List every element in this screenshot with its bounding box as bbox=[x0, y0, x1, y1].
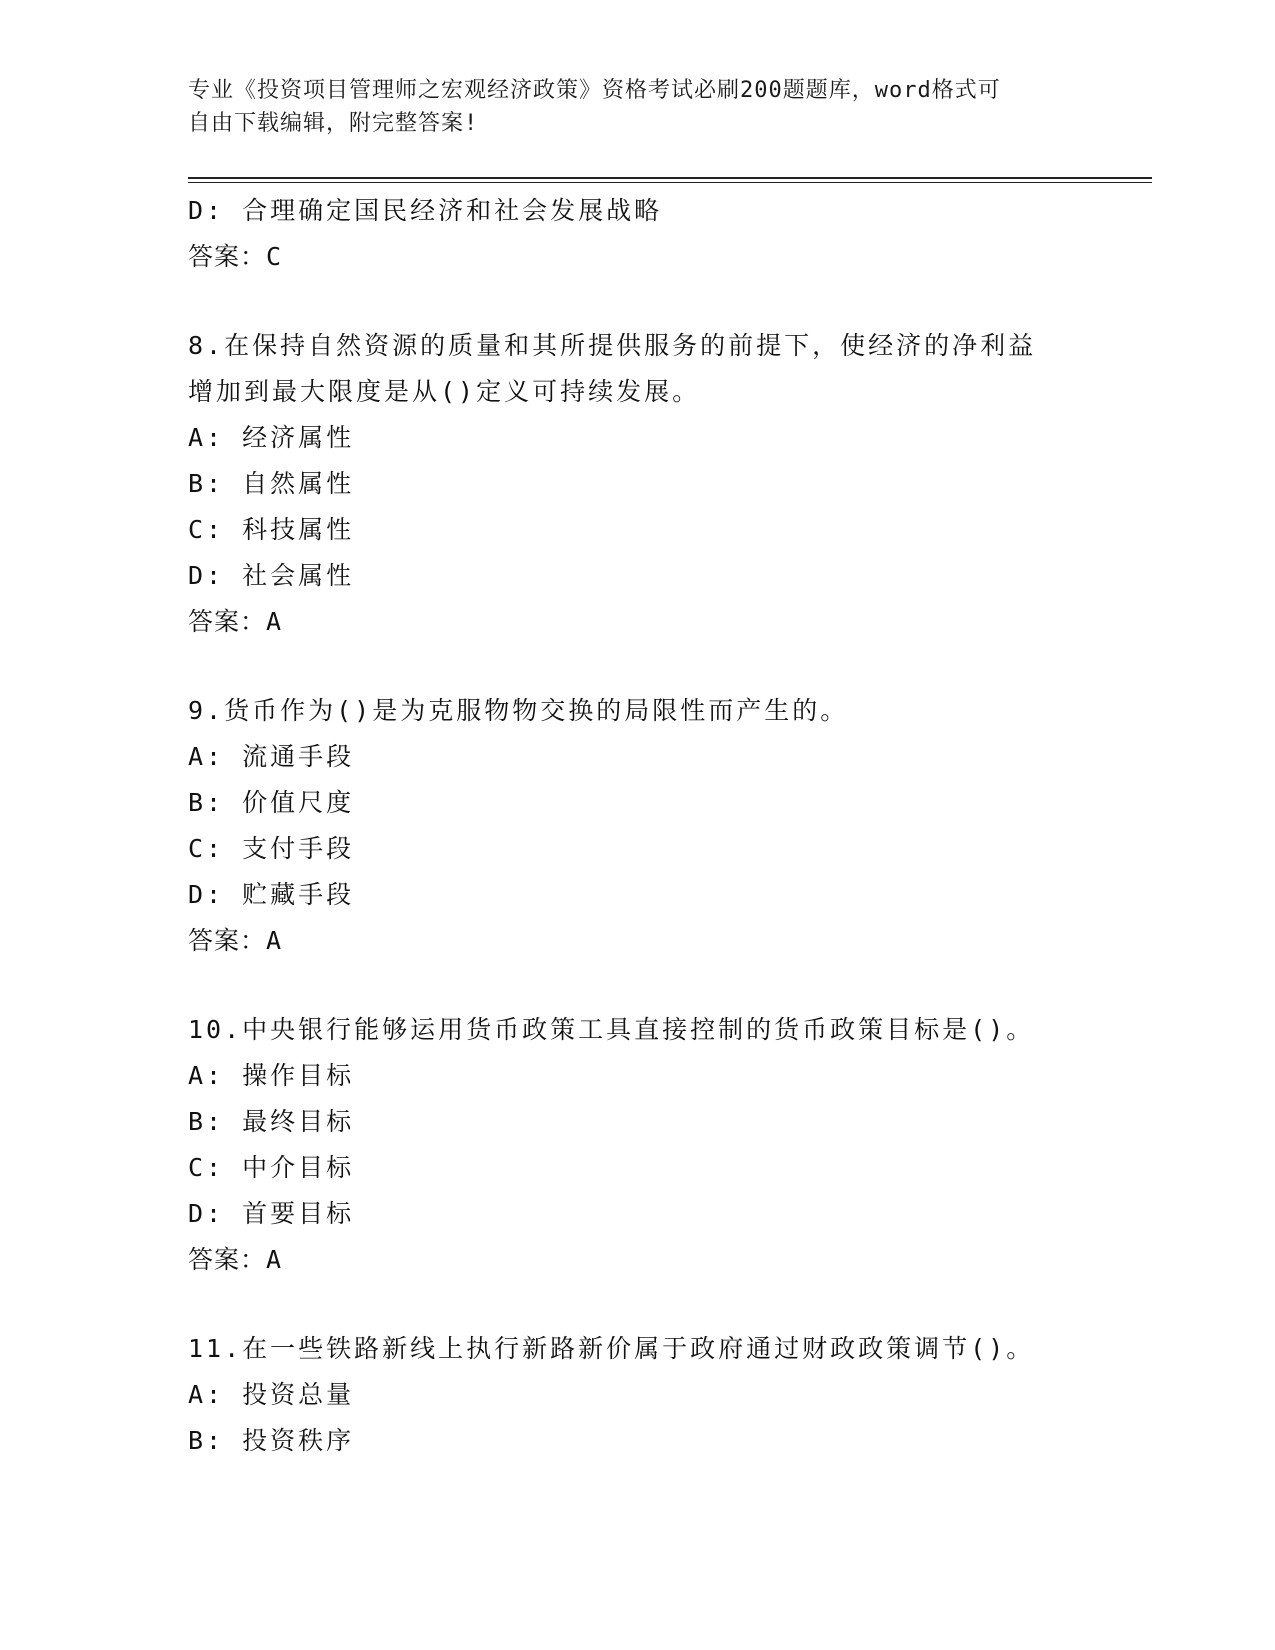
question-8 bbox=[188, 323, 1088, 645]
header-divider-thin bbox=[188, 182, 1152, 183]
question-stem-line: 11.在一些铁路新线上执行新路新价属于政府通过财政政策调节()。 bbox=[188, 1334, 1035, 1363]
option-c: C: 科技属性 bbox=[188, 515, 355, 544]
header-divider-thick bbox=[188, 177, 1152, 179]
answer-label: 答案： bbox=[188, 242, 267, 271]
answer-label: 答案： bbox=[188, 1245, 267, 1274]
question-9 bbox=[188, 688, 1088, 964]
answer-line bbox=[188, 234, 1088, 280]
question-11 bbox=[188, 1326, 1088, 1464]
option-d: D: 社会属性 bbox=[188, 561, 355, 590]
spacer bbox=[188, 964, 1088, 1007]
option-a: A: 投资总量 bbox=[188, 1380, 355, 1409]
question-7-fragment bbox=[188, 188, 1088, 280]
answer-value: C bbox=[266, 242, 283, 271]
question-stem-line: 10.中央银行能够运用货币政策工具直接控制的货币政策目标是()。 bbox=[188, 1015, 1035, 1044]
answer-value: A bbox=[266, 1245, 283, 1274]
option-a: A: 流通手段 bbox=[188, 742, 355, 771]
option-b: B: 投资秩序 bbox=[188, 1426, 355, 1455]
spacer bbox=[188, 645, 1088, 688]
answer-label: 答案： bbox=[188, 607, 267, 636]
answer-line bbox=[188, 1237, 1088, 1283]
spacer bbox=[188, 280, 1088, 323]
question-stem-line: 增加到最大限度是从()定义可持续发展。 bbox=[188, 377, 701, 406]
option-b: B: 最终目标 bbox=[188, 1107, 355, 1136]
question-stem-line: 8.在保持自然资源的质量和其所提供服务的前提下，使经济的净利益 bbox=[188, 331, 1037, 360]
option-a: A: 操作目标 bbox=[188, 1061, 355, 1090]
option-b: B: 价值尺度 bbox=[188, 788, 355, 817]
option-d: D: 首要目标 bbox=[188, 1199, 355, 1228]
option-b: B: 自然属性 bbox=[188, 469, 355, 498]
spacer bbox=[188, 1283, 1088, 1326]
header-line-2: 自由下载编辑，附完整答案! bbox=[188, 111, 479, 136]
answer-line bbox=[188, 918, 1088, 964]
header-line-1: 专业《投资项目管理师之宏观经济政策》资格考试必刷200题题库，word格式可 bbox=[188, 78, 1001, 103]
option-d: D: 合理确定国民经济和社会发展战略 bbox=[188, 196, 663, 225]
question-list bbox=[188, 188, 1088, 1464]
option-c: C: 中介目标 bbox=[188, 1153, 355, 1182]
option-a: A: 经济属性 bbox=[188, 423, 355, 452]
answer-value: A bbox=[266, 926, 283, 955]
question-stem-line: 9.货币作为()是为克服物物交换的局限性而产生的。 bbox=[188, 696, 849, 725]
document-header bbox=[188, 74, 1068, 140]
option-d: D: 贮藏手段 bbox=[188, 880, 355, 909]
answer-line bbox=[188, 599, 1088, 645]
option-c: C: 支付手段 bbox=[188, 834, 355, 863]
answer-value: A bbox=[266, 607, 283, 636]
answer-label: 答案： bbox=[188, 926, 267, 955]
question-10 bbox=[188, 1007, 1088, 1283]
